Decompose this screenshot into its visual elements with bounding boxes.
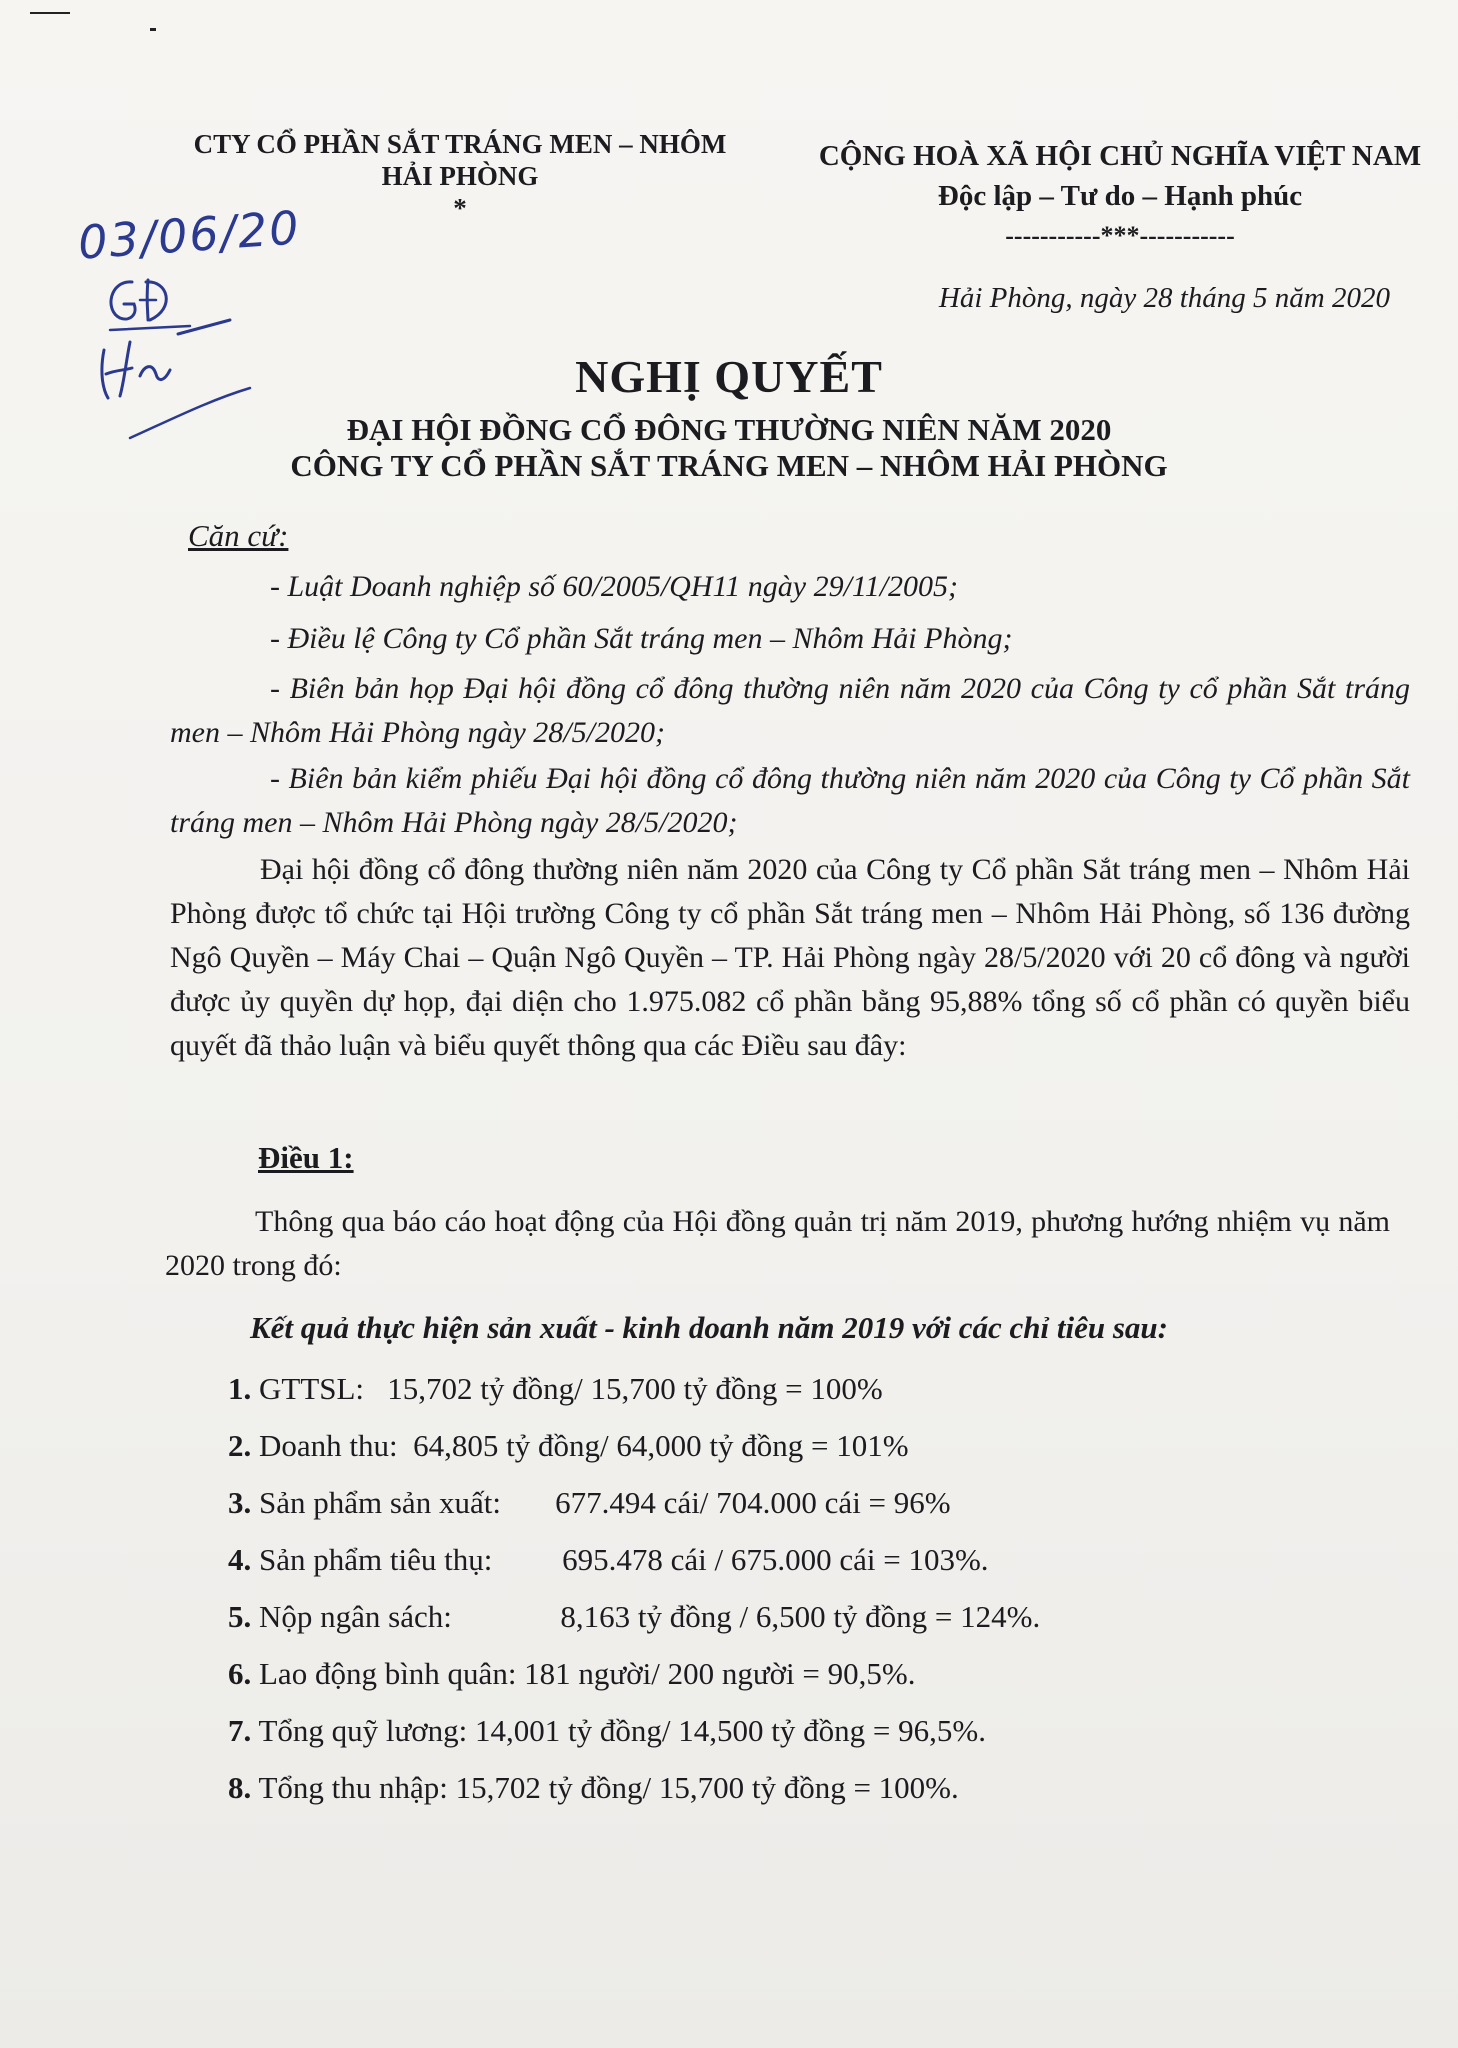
result-item: 7. Tổng quỹ lương: 14,001 tỷ đồng/ 14,500 tỷ đồng = 96,5%. (228, 1713, 986, 1748)
document-subtitle-1: ĐẠI HỘI ĐỒNG CỔ ĐÔNG THƯỜNG NIÊN NĂM 2020 (346, 412, 1112, 447)
corner-dot (150, 28, 156, 31)
republic-name: CỘNG HOÀ XÃ HỘI CHỦ NGHĨA VIỆT NAM (818, 140, 1422, 172)
national-header (800, 136, 1440, 256)
corner-mark (30, 12, 70, 14)
intro-paragraph: Đại hội đồng cổ đông thường niên năm 2020 của Công ty Cổ phần Sắt tráng men – Nhôm Hải Phòng được tổ chức tại Hội trường Công ty cổ phần Sắt tráng men – Nhôm Hải Phòng, số 136 đường Ngô Quyền – Máy Chai – Quận Ngô Quyền – TP. Hải Phòng ngày 28/5/2020 với 20 cổ đông và người được ủy quyền dự họp, đại diện cho 1.975.082 cổ phần bằng 95,88% tổng số cổ phần có quyền biểu quyết đã thảo luận và biểu quyết thông qua các Điều sau đây: (170, 853, 1410, 1062)
result-item: 1. GTTSL: 15,702 tỷ đồng/ 15,700 tỷ đồng = 100% (228, 1371, 883, 1406)
result-item: 8. Tổng thu nhập: 15,702 tỷ đồng/ 15,700 tỷ đồng = 100%. (228, 1770, 959, 1805)
header-divider: -----------***----------- (1005, 221, 1235, 250)
place-and-date: Hải Phòng, ngày 28 tháng 5 năm 2020 (938, 282, 1390, 314)
company-name-line1: CTY CỔ PHẦN SẮT TRÁNG MEN – NHÔM (193, 129, 727, 159)
results-list (228, 1360, 1040, 1816)
result-item: 4. Sản phẩm tiêu thụ: 695.478 cái / 675.000 cái = 103%. (228, 1542, 989, 1577)
document-subtitle-2: CÔNG TY CỔ PHẦN SẮT TRÁNG MEN – NHÔM HẢI PHÒNG (290, 448, 1168, 483)
article-1-heading: Điều 1: (258, 1140, 354, 1175)
result-item: 3. Sản phẩm sản xuất: 677.494 cái/ 704.000 cái = 96% (228, 1485, 951, 1520)
result-item: 6. Lao động bình quân: 181 người/ 200 người = 90,5%. (228, 1656, 916, 1691)
basis-item: - Điều lệ Công ty Cổ phần Sắt tráng men – Nhôm Hải Phòng; (270, 622, 1013, 655)
company-star: * (453, 193, 467, 223)
company-name-line2: HẢI PHÒNG (381, 161, 539, 191)
article-1-text: Thông qua báo cáo hoạt động của Hội đồng quản trị năm 2019, phương hướng nhiệm vụ năm 2020 trong đó: (165, 1205, 1390, 1282)
basis-heading: Căn cứ: (188, 518, 289, 553)
basis-item: - Biên bản kiểm phiếu Đại hội đồng cổ đông thường niên năm 2020 của Công ty Cổ phần Sắt tráng men – Nhôm Hải Phòng ngày 28/5/2020; (170, 762, 1410, 839)
result-item: 2. Doanh thu: 64,805 tỷ đồng/ 64,000 tỷ đồng = 101% (228, 1428, 909, 1463)
result-item: 5. Nộp ngân sách: 8,163 tỷ đồng / 6,500 tỷ đồng = 124%. (228, 1599, 1041, 1634)
national-motto: Độc lập – Tư do – Hạnh phúc (937, 180, 1303, 212)
basis-item: - Biên bản họp Đại hội đồng cổ đông thường niên năm 2020 của Công ty cổ phần Sắt tráng men – Nhôm Hải Phòng ngày 28/5/2020; (170, 672, 1410, 749)
document-title: NGHỊ QUYẾT (575, 351, 883, 402)
results-heading: Kết quả thực hiện sản xuất - kinh doanh năm 2019 với các chỉ tiêu sau: (250, 1310, 1168, 1345)
handwritten-date: 03/06/20 (76, 200, 303, 270)
basis-item: - Luật Doanh nghiệp số 60/2005/QH11 ngày 29/11/2005; (270, 570, 959, 603)
